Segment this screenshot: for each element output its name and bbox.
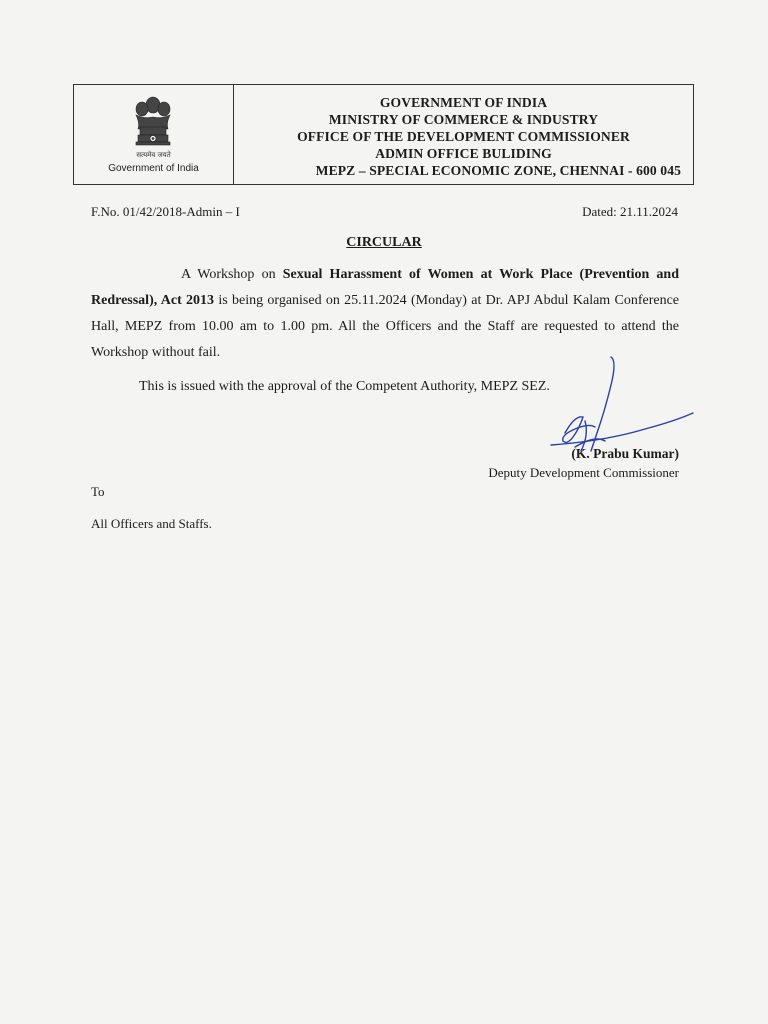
emblem-motto: सत्यमेव जयते — [136, 151, 171, 159]
organization-block — [234, 85, 693, 184]
header-line-2: MINISTRY OF COMMERCE & INDUSTRY — [328, 112, 599, 127]
header-line-1: GOVERNMENT OF INDIA — [379, 95, 548, 110]
header-line-5: MEPZ – SPECIAL ECONOMIC ZONE, CHENNAI - 600 045 — [315, 163, 681, 178]
signatory-designation: Deputy Development Commissioner — [488, 465, 679, 480]
header-line-3: OFFICE OF THE DEVELOPMENT COMMISSIONER — [297, 129, 630, 144]
body-text-end: is being organised on 25.11.2024 (Monday) at Dr. APJ Abdul Kalam Conference Hall, MEPZ from 10.00 am to 1.00 pm. All the Officers and the Staff are requested to attend the Workshop without fail. — [91, 293, 679, 360]
addressee-label: To — [91, 484, 105, 499]
emblem-caption: Government of India — [108, 163, 199, 174]
body-text-start: A Workshop on — [181, 267, 283, 282]
file-number: F.No. 01/42/2018-Admin – I — [91, 204, 240, 219]
signatory-name: (K. Prabu Kumar) — [571, 446, 679, 461]
emblem-cell — [74, 85, 234, 184]
body-subject: Sexual Harassment of Women at Work Place (Prevention and Redressal), Act 2013 — [91, 267, 679, 308]
national-emblem-icon — [126, 93, 180, 151]
circular-body — [91, 262, 679, 366]
document-title: CIRCULAR — [346, 235, 422, 250]
header-line-4: ADMIN OFFICE BULIDING — [375, 146, 552, 161]
approval-statement: This is issued with the approval of the Competent Authority, MEPZ SEZ. — [139, 379, 550, 394]
date: Dated: 21.11.2024 — [582, 204, 678, 219]
addressee: All Officers and Staffs. — [91, 516, 212, 531]
letterhead — [73, 84, 694, 185]
